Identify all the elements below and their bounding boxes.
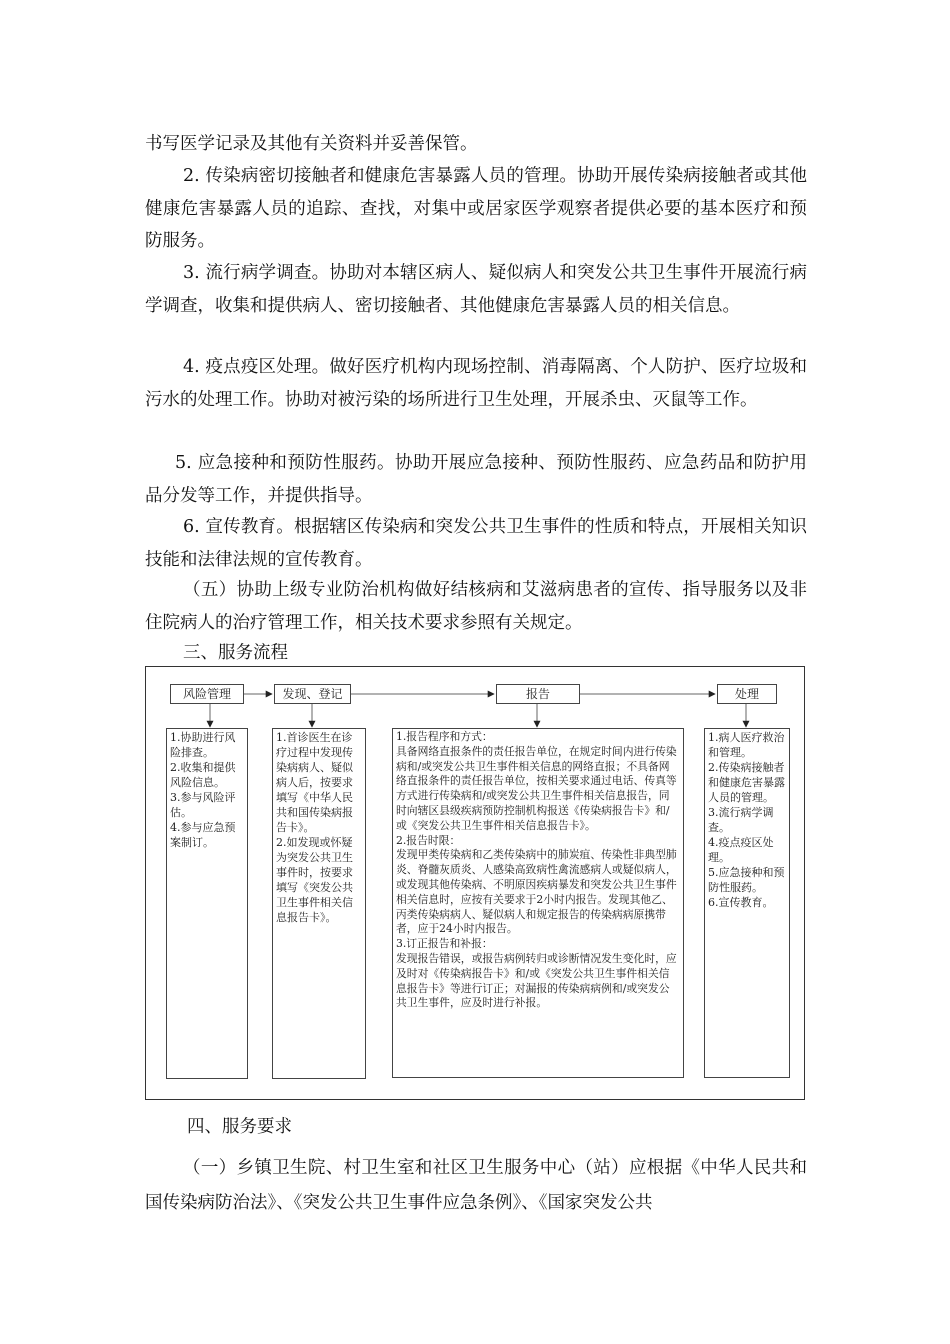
flow-detail-discover-register: 1.首诊医生在诊疗过程中发现传染病病人、疑似病人后，按要求填写《中华人民共和国传染病报告卡》。 2.如发现或怀疑为突发公共卫生事件时，按要求填写《突发公共卫生事件相关信息报告卡》。 (272, 728, 366, 1079)
paragraph-item-5: 5. 应急接种和预防性服药。协助开展应急接种、预防性服药、应急药品和防护用品分发等工作，并提供指导。 (145, 453, 807, 506)
service-flowchart (145, 666, 805, 1100)
section-4-heading: 四、服务要求 (187, 1117, 292, 1137)
paragraph-item-4: 4. 疫点疫区处理。做好医疗机构内现场控制、消毒隔离、个人防护、医疗垃圾和污水的处理工作。协助对被污染的场所进行卫生处理，开展杀虫、灭鼠等工作。 (145, 357, 807, 410)
flow-detail-report: 1.报告程序和方式： 具备网络直报条件的责任报告单位，在规定时间内进行传染病和/或突发公共卫生事件相关信息的网络直报；不具备网络直报条件的责任报告单位，按相关要求通过电话、传真等方式进行传染病和/或突发公共卫生事件相关信息报告，同时向辖区县级疾病预防控制机构报送《传染病报告卡》和/或《突发公共卫生事件相关信息报告卡》。 2.报告时限： 发现甲类传染病和乙类传染病中的肺炭疽、传染性非典型肺炎、脊髓灰质炎、人感染高致病性禽流感病人或疑似病人，或发现其他传染病、不明原因疾病暴发和突发公共卫生事件相关信息时，应按有关要求于2小时内报告。发现其他乙、丙类传染病病人、疑似病人和规定报告的传染病病原携带者，应于24小时内报告。 3.订正报告和补报： 发现报告错误，或报告病例转归或诊断情况发生变化时，应及时对《传染病报告卡》和/或《突发公共卫生事件相关信息报告卡》等进行订正；对漏报的传染病病例和/或突发公共卫生事件，应及时进行补报。 (392, 728, 684, 1078)
section-4-paragraph: （一）乡镇卫生院、村卫生室和社区卫生服务中心（站）应根据《中华人民共和国传染病防治法》、《突发公共卫生事件应急条例》、《国家突发公共 (145, 1158, 807, 1213)
flow-header-risk-management: 风险管理 (170, 684, 244, 704)
paragraph-item-3: 3. 流行病学调查。协助对本辖区病人、疑似病人和突发公共卫生事件开展流行病学调查，收集和提供病人、密切接触者、其他健康危害暴露人员的相关信息。 (145, 263, 807, 316)
flow-header-discover-register: 发现、登记 (274, 684, 351, 704)
section-3-heading: 三、服务流程 (183, 643, 288, 663)
flow-header-report: 报告 (496, 684, 580, 704)
flow-detail-risk-management: 1.协助进行风险排查。 2.收集和提供风险信息。 3.参与风险评估。 4.参与应急预案制订。 (166, 728, 248, 1079)
paragraph-continuation: 书写医学记录及其他有关资料并妥善保管。 (145, 134, 478, 154)
flow-header-handle: 处理 (717, 684, 777, 704)
paragraph-item-2: 2. 传染病密切接触者和健康危害暴露人员的管理。协助开展传染病接触者或其他健康危害暴露人员的追踪、查找，对集中或居家医学观察者提供必要的基本医疗和预防服务。 (145, 166, 807, 251)
paragraph-item-6: 6. 宣传教育。根据辖区传染病和突发公共卫生事件的性质和特点，开展相关知识技能和法律法规的宣传教育。 (145, 517, 807, 570)
flow-detail-handle: 1.病人医疗救治和管理。 2.传染病接触者和健康危害暴露人员的管理。 3.流行病学调查。 4.疫点疫区处理。 5.应急接种和预防性服药。 6.宣传教育。 (704, 728, 790, 1078)
paragraph-item-five: （五）协助上级专业防治机构做好结核病和艾滋病患者的宣传、指导服务以及非住院病人的治疗管理工作，相关技术要求参照有关规定。 (145, 580, 807, 633)
